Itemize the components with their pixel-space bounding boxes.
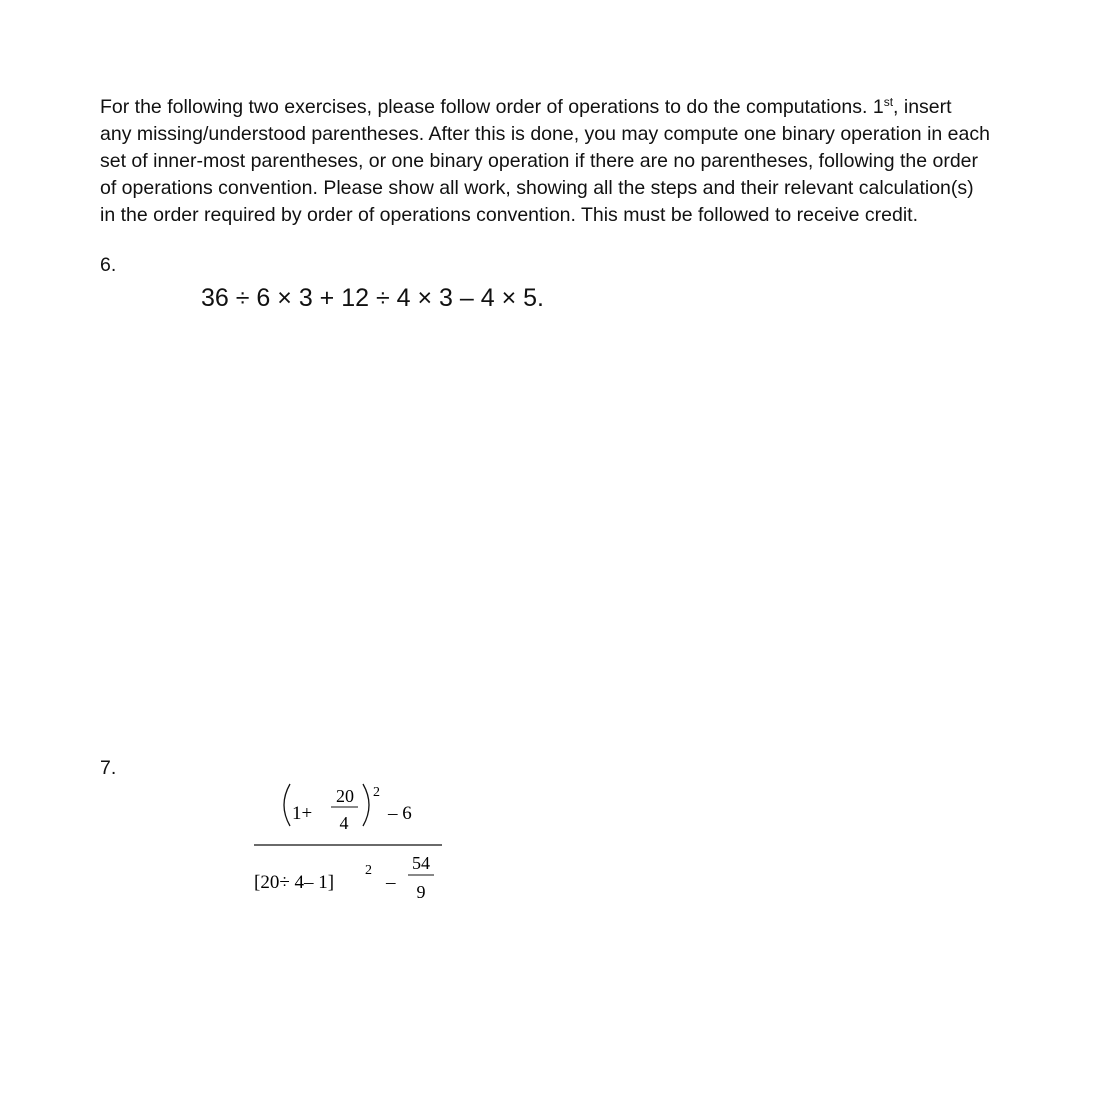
- instructions-line-5: in the order required by order of operations convention. This must be followed to receive credit.: [100, 204, 919, 226]
- instructions-paragraph: [100, 94, 1060, 229]
- problem-7-complex-fraction: [244, 774, 454, 924]
- problem-6-expression: 36 ÷ 6 × 3 + 12 ÷ 4 × 3 – 4 × 5.: [201, 284, 544, 312]
- denominator-minus: –: [386, 872, 396, 893]
- denominator-exponent: 2: [365, 863, 372, 878]
- complex-fraction-svg: [244, 774, 454, 924]
- instructions-line-3: set of inner-most parentheses, or one binary operation if there are no parentheses, following the order: [100, 150, 979, 172]
- left-paren: [284, 784, 290, 826]
- inner-fraction-numerator: 20: [336, 786, 354, 806]
- denominator-bracket-expression: [20÷ 4– 1]: [254, 872, 335, 893]
- instructions-line-1-tail: , insert: [893, 96, 952, 118]
- numerator-one-plus: 1+: [292, 803, 313, 824]
- denominator-fraction-denominator: 9: [416, 882, 426, 902]
- instructions-line-4: of operations convention. Please show all work, showing all the steps and their relevant calculation(s): [100, 177, 974, 199]
- inner-fraction-denominator: 4: [339, 813, 349, 833]
- instructions-line-1: [100, 94, 1060, 121]
- numerator-exponent: 2: [373, 785, 380, 800]
- right-paren: [363, 784, 369, 826]
- instructions-line-1-text: For the following two exercises, please follow order of operations to do the computations. 1: [100, 96, 884, 118]
- problem-7-number: 7.: [100, 757, 117, 779]
- instructions-line-2: any missing/understood parentheses. After this is done, you may compute one binary operation in each: [100, 123, 990, 145]
- problem-6-number: 6.: [100, 254, 117, 276]
- numerator-minus-six: – 6: [388, 803, 412, 824]
- ordinal-superscript: st: [883, 95, 894, 109]
- denominator-fraction-numerator: 54: [412, 853, 430, 873]
